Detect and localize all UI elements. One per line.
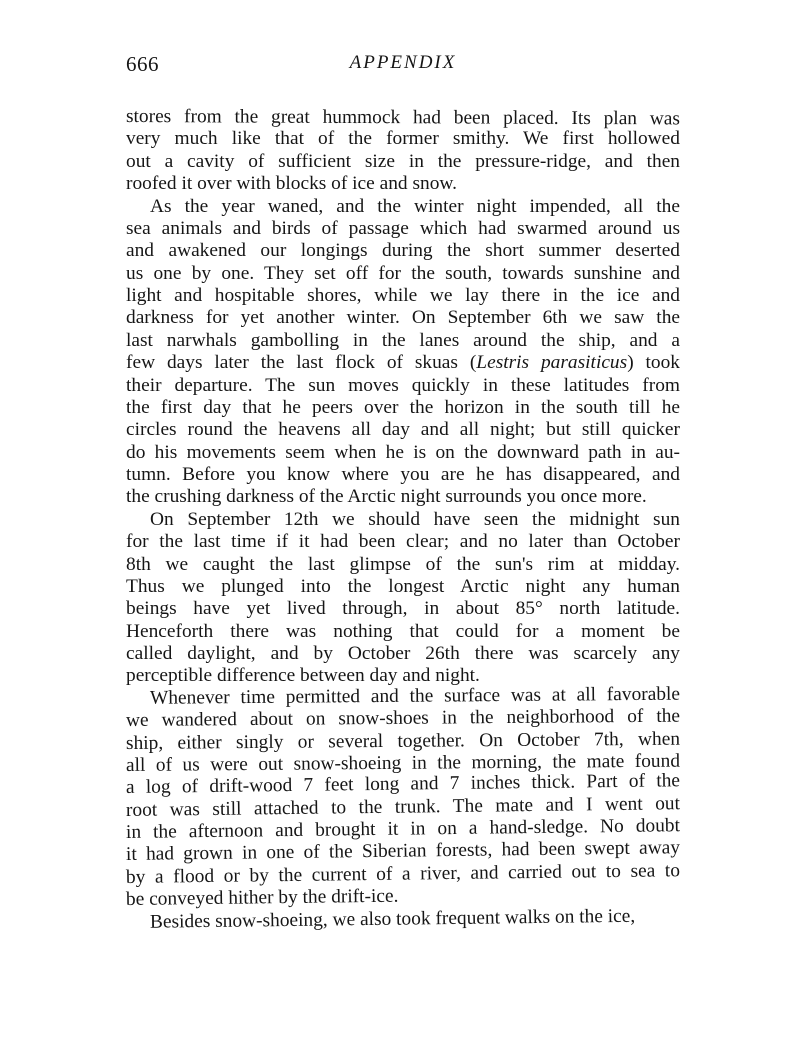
text-fragment: ) took (627, 352, 681, 374)
text-line: tumn. Before you know where you are he has disappeared, and (126, 464, 680, 485)
text-line: their departure. The sun moves quickly in these latitudes from (126, 374, 680, 396)
text-line: root was still attached to the trunk. The mate and I went out (125, 792, 681, 821)
text-line: it had grown in one of the Siberian forests, had been swept away (125, 837, 681, 866)
text-line: a log of drift-wood 7 feet long and 7 inches thick. Part of the (125, 770, 681, 799)
text-line: Whenever time permitted and the surface was at all favorable (149, 683, 681, 709)
text-line: us one by one. They set off for the south, towards sunshine and (126, 262, 680, 284)
text-line: do his movements seem when he is on the downward path in au- (126, 441, 680, 463)
text-line: very much like that of the former smithy. We first hollowed (126, 128, 680, 150)
text-line: for the last time if it had been clear; and no later than October (126, 531, 680, 553)
text-line: darkness for yet another winter. On September 6th we saw the (126, 307, 680, 329)
text-line: called daylight, and by October 26th there was scarcely any (126, 643, 680, 664)
text-line: As the year waned, and the winter night impended, all the (150, 195, 680, 217)
page-number: 666 (126, 52, 159, 76)
text-line: ship, either singly or several together. On October 7th, when (125, 728, 681, 754)
text-line: circles round the heavens all day and all night; but still quicker (126, 419, 680, 441)
text-line: by a flood or by the current of a river, and carried out to sea to (125, 859, 681, 888)
text-line: be conveyed hither by the drift-ice. (125, 885, 399, 911)
text-line: beings have yet lived through, in about 85° north latitude. (126, 598, 680, 620)
text-line: Thus we plunged into the longest Arctic night any human (126, 575, 680, 597)
text-line: stores from the great hummock had been placed. Its plan was (125, 106, 681, 130)
text-line: sea animals and birds of passage which had swarmed around us (126, 217, 680, 239)
text-line: the first day that he peers over the horizon in the south till he (126, 396, 680, 418)
running-head (126, 52, 680, 80)
text-line: light and hospitable shores, while we lay there in the ice and (126, 285, 680, 306)
text-line: On September 12th we should have seen the midnight sun (150, 508, 680, 530)
text-line: perceptible difference between day and night. (126, 665, 480, 687)
text-line: roofed it over with blocks of ice and snow. (126, 173, 457, 195)
text-line: in the afternoon and brought it in on a hand-sledge. No doubt (125, 815, 681, 843)
text-fragment: few days later the last flock of skuas ( (126, 352, 477, 374)
body-text (126, 106, 680, 934)
text-line: Henceforth there was nothing that could for a moment be (126, 620, 680, 642)
text-line: last narwhals gambolling in the lanes around the ship, and a (126, 329, 680, 351)
text-line: all of us were out snow-shoeing in the morning, the mate found (125, 750, 681, 776)
text-line: the crushing darkness of the Arctic night surrounds you once more. (126, 486, 647, 508)
species-name: Lestris parasiticus (476, 352, 628, 374)
text-line: out a cavity of sufficient size in the pressure-ridge, and then (126, 150, 680, 172)
text-line: we wandered about on snow-shoes in the neighborhood of the (125, 705, 681, 732)
text-line: 8th we caught the last glimpse of the sun's rim at midday. (126, 553, 680, 575)
text-line-with-species (126, 352, 680, 374)
text-line: and awakened our longings during the short summer deserted (126, 240, 680, 262)
running-title: APPENDIX (349, 52, 457, 73)
text-line: Besides snow-shoeing, we also took frequent walks on the ice, (149, 905, 636, 933)
